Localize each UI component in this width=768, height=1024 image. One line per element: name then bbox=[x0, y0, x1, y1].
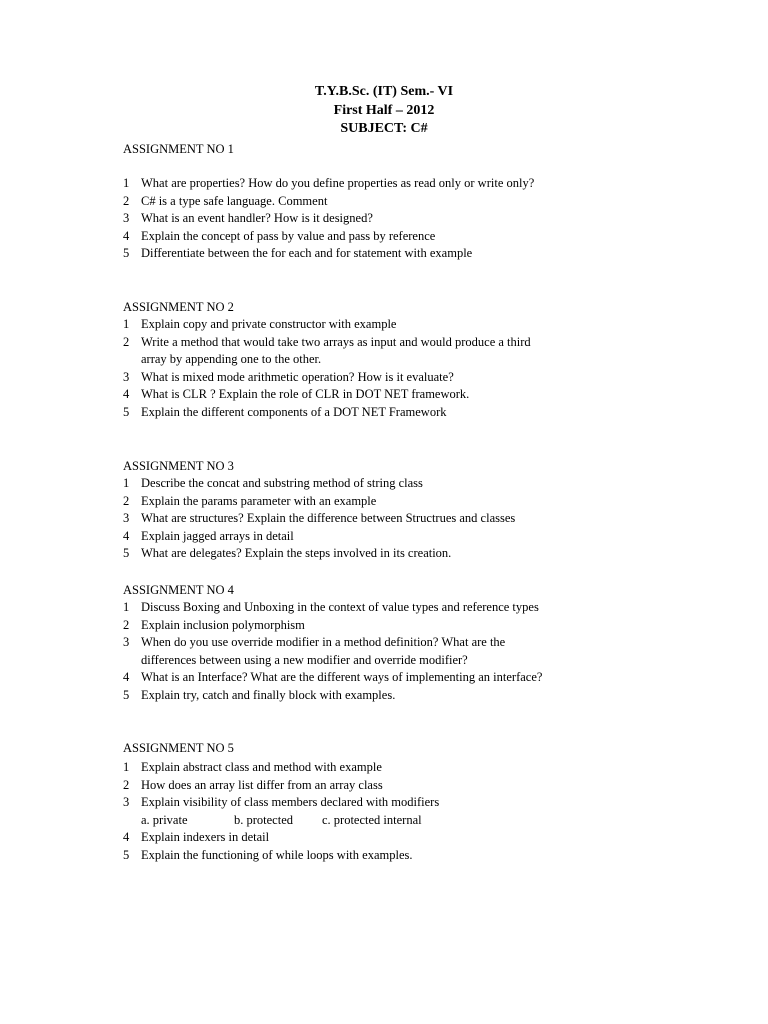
question-item: 3 What are structures? Explain the difference between Structrues and classes bbox=[123, 511, 516, 526]
question-item: 2 Explain the params parameter with an example bbox=[123, 493, 377, 508]
term-title: First Half – 2012 bbox=[333, 102, 435, 118]
option-protected: b. protected bbox=[234, 812, 294, 827]
question-item: 4 Explain jagged arrays in detail bbox=[123, 528, 294, 543]
question-item: 1 What are properties? How do you define properties as read only or write only? bbox=[123, 176, 535, 190]
question-item: 1 Describe the concat and substring method of string class bbox=[123, 476, 423, 490]
question-item: 2 C# is a type safe language. Comment bbox=[123, 193, 328, 208]
question-continuation: differences between using a new modifier and override modifier? bbox=[141, 652, 468, 667]
assignment-2-title: ASSIGNMENT NO 2 bbox=[123, 300, 234, 314]
assignment-4-title: ASSIGNMENT NO 4 bbox=[123, 583, 234, 597]
assignment-3-questions bbox=[123, 475, 593, 563]
question-item: 4 What is CLR ? Explain the role of CLR in DOT NET framework. bbox=[123, 387, 470, 402]
question-item: 1 Discuss Boxing and Unboxing in the context of value types and reference types bbox=[123, 600, 539, 614]
question-item: 1 Explain abstract class and method with example bbox=[123, 760, 382, 774]
assignment-1-questions bbox=[123, 175, 593, 263]
course-title: T.Y.B.Sc. (IT) Sem.- VI bbox=[314, 84, 454, 99]
question-item: 4 Explain the concept of pass by value and pass by reference bbox=[123, 228, 436, 243]
question-item: 4 What is an Interface? What are the different ways of implementing an interface? bbox=[123, 670, 543, 685]
question-item: 3 Explain visibility of class members declared with modifiers bbox=[123, 795, 440, 810]
question-item: 2 Explain inclusion polymorphism bbox=[123, 617, 305, 632]
assignment-5-title: ASSIGNMENT NO 5 bbox=[123, 741, 234, 755]
question-item: 2 Write a method that would take two arrays as input and would produce a third bbox=[123, 334, 531, 349]
modifier-options bbox=[123, 812, 593, 830]
question-item: 5 Explain the different components of a DOT NET Framework bbox=[123, 404, 447, 419]
question-continuation: array by appending one to the other. bbox=[141, 352, 322, 367]
question-item: 3 What is an event handler? How is it designed? bbox=[123, 211, 373, 226]
subject-title: SUBJECT: C# bbox=[340, 121, 428, 136]
assignment-1-title: ASSIGNMENT NO 1 bbox=[123, 142, 234, 156]
question-item: 5 Explain the functioning of while loops with examples. bbox=[123, 847, 413, 862]
assignment-5-questions bbox=[123, 759, 593, 865]
assignment-3-title: ASSIGNMENT NO 3 bbox=[123, 459, 234, 473]
document-header bbox=[0, 83, 768, 139]
assignment-2-questions bbox=[123, 316, 593, 422]
question-item: 3 What is mixed mode arithmetic operation? How is it evaluate? bbox=[123, 369, 454, 384]
question-item: 5 What are delegates? Explain the steps involved in its creation. bbox=[123, 546, 452, 561]
assignment-4-questions bbox=[123, 599, 573, 705]
question-item: 4 Explain indexers in detail bbox=[123, 830, 270, 845]
question-item: 5 Differentiate between the for each and for statement with example bbox=[123, 246, 473, 261]
option-protected-internal: c. protected internal bbox=[322, 812, 422, 827]
question-item: 2 How does an array list differ from an array class bbox=[123, 777, 383, 792]
question-item: 1 Explain copy and private constructor with example bbox=[123, 317, 397, 331]
option-private: a. private bbox=[141, 812, 188, 827]
question-item: 3 When do you use override modifier in a method definition? What are the bbox=[123, 635, 506, 650]
question-item: 5 Explain try, catch and finally block with examples. bbox=[123, 687, 396, 702]
